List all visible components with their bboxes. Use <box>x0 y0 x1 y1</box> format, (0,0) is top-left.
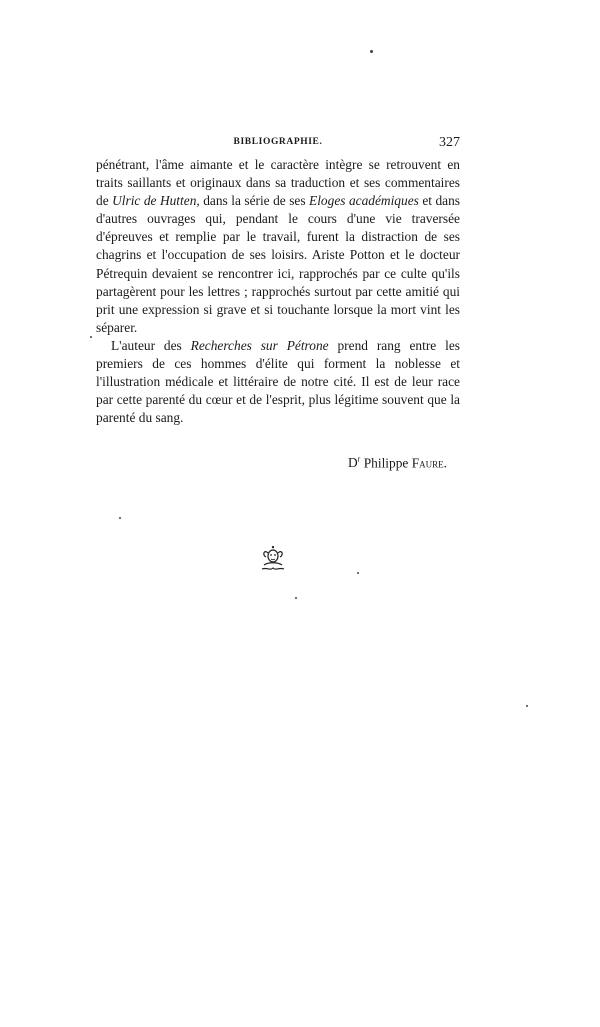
italic-title-ulric-de-hutten: Ulric de Hutten, <box>112 193 200 209</box>
text-segment: prend rang entre les premiers de ces hommes d'élite qui forment la noblesse et l'illustration médicale et littéraire de notre cité. Il est de leur race par cette parenté du cœur et de l'esprit, plus légitime souvent que la parenté du sang. <box>96 337 460 426</box>
running-head: BIBLIOGRAPHIE. <box>233 137 323 147</box>
print-speck <box>357 572 359 574</box>
body-text <box>96 156 460 427</box>
print-speck <box>90 336 92 338</box>
signature-name: Philippe <box>363 455 409 471</box>
paragraph-1 <box>96 156 460 337</box>
print-speck <box>295 597 297 599</box>
text-segment: L'auteur des <box>111 337 191 353</box>
text-segment: et dans d'autres ouvrages qui, pendant le cours d'une vie traversée d'épreuves et remplie par le travail, furent la distraction de ses chagrins et l'occupation de ses loisirs. Ariste Potton et le docteur Pétrequin devaient se rencontrer ici, rapprochés par ce culte qu'ils partagèrent pour les lettres ; rapprochés surtout par cette amitié qui prit une expression si grave et si touchante lorsque la mort vint les séparer. <box>96 193 460 335</box>
text-segment: dans la série de ses <box>199 193 310 209</box>
page-header <box>96 135 460 153</box>
page-number: 327 <box>439 135 460 150</box>
fleuron-ornament-icon <box>258 545 288 573</box>
signature-title-text: $D^r$ <box>348 455 361 471</box>
italic-title-eloges-academiques: Eloges académiques <box>309 193 419 209</box>
print-speck <box>526 705 528 707</box>
italic-title-recherches-sur-petrone: Recherches sur Pétrone <box>190 337 329 353</box>
signature-surname: Faure. <box>411 455 447 471</box>
print-speck <box>370 50 373 53</box>
print-speck <box>119 517 121 519</box>
paragraph-2 <box>96 337 460 427</box>
signature <box>96 455 447 471</box>
signature-title <box>348 455 360 470</box>
text-segment: pénétrant, l'âme aimante et le caractère intègre se retrouvent en traits saillants et originaux dans sa traduction et ses commentaires de <box>96 157 460 209</box>
